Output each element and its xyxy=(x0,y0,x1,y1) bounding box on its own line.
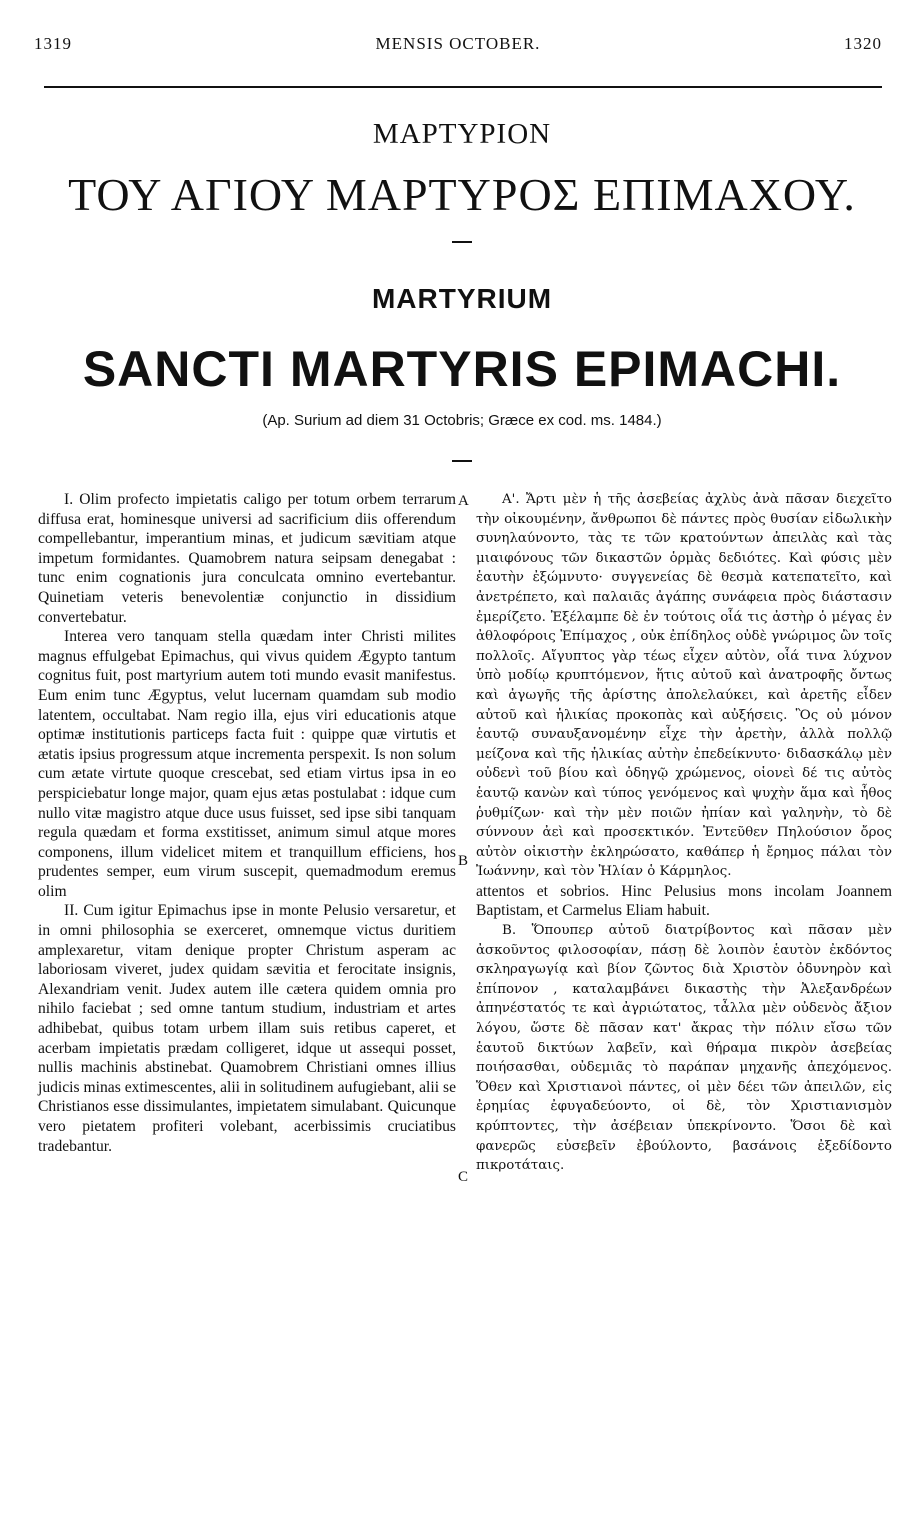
latin-column xyxy=(38,490,456,1156)
greek-paragraph-1: Α'. Ἄρτι μὲν ἡ τῆς ἀσεβείας ἀχλὺς ἀνὰ πᾶσαν διεχεῖτο τὴν οἰκουμένην, ἄνθρωποι δὲ πάντες πρὸς θυσίαν εἰδωλικὴν συνηλαύνοντο, τὰς τε τῶν κρατούντων ἀπειλὰς καὶ τὰς μιαιφόνους τῶν δικαστῶν ὁρμὰς δεδιότες. Καὶ φύσις μὲν ἑαυτὴν ἐξώμνυτο· συγγενείας δὲ θεσμὰ κατεπατεῖτο, καὶ ἀνετρέπετο, καὶ παλαιᾶς ἀγάπης συνάφεια πρὸς διάστασιν ἐμερίζετο. Ἐξέλαμπε δὲ ἐν τούτοις οἷά τις ἀστὴρ ὁ μέγας ἐν ἀθλοφόροις Ἐπίμαχος , οὐκ ἐπίδηλος οὐδὲ γνώριμος ὢν τοῖς πολλοῖς. Αἴγυπτος γὰρ τέως εἶχεν αὐτὸν, οἷά τινα λύχνον ὑπὸ μοδίῳ κρυπτόμενον, ἥτις αὐτοῦ καὶ ἀνατροφῆς ὄντως καὶ ἀγωγῆς τῆς ἀρίστης ἀπολελαύκει, καὶ ἀρετῆς εἶδεν αὐτοῦ καὶ ἡλικίας προκοπὰς καὶ αὐξήσεις. Ὃς οὐ μόνον ἑαυτῷ συναυξανομένην εἶχε τὴν ἀρετὴν, ἀλλὰ πολλῷ μείζονα καὶ τῆς ἡλικίας αὐτὴν ἐπεδείκνυτο· διδασκάλῳ μὲν οὐδενὶ τοῦ βίου καὶ ὁδηγῷ χρώμενος, οἱονεὶ δέ τις αὐτὸς ἑαυτῷ κανὼν καὶ τύπος γενόμενος καὶ ψυχὴν ἅμα καὶ ἦθος ῥυθμίζων· καὶ τὴν μὲν ποιῶν ἠπίαν καὶ γαληνὴν, τὸ δὲ σύννουν ἀεὶ καὶ προσεκτικόν. Ἐντεῦθεν Πηλούσιον ὄρος αὐτὸν οἰκιστὴν ἐκληρώσατο, καθάπερ ἡ ἔρημος πάλαι τὸν Ἰωάννην, καὶ τὸν Ἠλίαν ὁ Κάρμηλος. xyxy=(476,492,892,880)
margin-letter-a: A xyxy=(458,493,469,509)
latin-title: SANCTI MARTYRIS EPIMACHI. xyxy=(82,341,842,397)
greek-title: ΤΟΥ ΑΓΙΟΥ ΜΑΡΤΥΡΟΣ ΕΠΙΜΑΧΟΥ. xyxy=(68,169,856,220)
page-number-left: 1319 xyxy=(34,34,72,53)
latin-continuation: attentos et sobrios. Hinc Pelusius mons incolam Joannem Baptistam, et Carmelus Eliam habuit. xyxy=(476,882,892,920)
page-number-right: 1320 xyxy=(844,34,882,53)
header-rule xyxy=(44,86,882,88)
greek-paragraph-2: Β. Ὅπουπερ αὐτοῦ διατρίβοντος καὶ πᾶσαν μὲν ἀσκοῦντος φιλοσοφίαν, πάσῃ δὲ λοιπὸν ἑαυτὸν ἐκδόντος σκληραγωγίᾳ καὶ βίον ζῶντος διὰ Χριστὸν ὀδυνηρὸν καὶ ἐπίπονον , καταλαμβάνει δικαστὴς τὴν Ἀλεξανδρέων ἀπηνέστατός τε καὶ ἀγριώτατος, τἆλλα μὲν οὐδενὸς ἄξιον λόγου, ὥστε δὲ πᾶσαν κατ' ἄκρας τὴν πόλιν εἴσω τῶν ἑαυτοῦ δικτύων λαβεῖν, καὶ θήραμα πικρὸν ἀσεβείας ποιήσασθαι, οὐδεμιᾶς τὸ παράπαν μηχανῆς ἀπεχόμενος. Ὅθεν καὶ Χριστιανοὶ πάντες, οἱ μὲν δέει τῶν ἀπειλῶν, εἰς ἐρημίας ἐφυγαδεύοντο, οἱ δὲ, τὸν Χριστιανισμὸν κρύπτοντες, τὴν ἀσέβειαν ὑπεκρίνοντο. Ὅσοι δὲ καὶ φανερῶς εὐσεβεῖν ἐβούλοντο, βασάνοις ἐξεδίδοντο πικροτάταις. xyxy=(476,923,892,1174)
greek-column xyxy=(476,490,892,1176)
greek-subtitle: ΜΑΡΤΥΡΙΟΝ xyxy=(372,118,552,150)
source-note: (Ap. Surium ad diem 31 Octobris; Græce ex cod. ms. 1484.) xyxy=(262,412,662,429)
section-divider xyxy=(452,460,472,462)
latin-paragraph-1: I. Olim profecto impietatis caligo per totum orbem terrarum diffusa erat, hominesque universi ad sacrificium diis offerendum compellebantur, imperantium minas, et judicum sævitiam atque impetum formidantes. Quamobrem natura seipsam denegabat : tunc enim cognationis jura conculcata omnino evertebantur. Quinetiam veteris benevolentiæ conjunctio in dissidium convertebatur. xyxy=(38,491,456,626)
margin-letter-b: B xyxy=(458,853,469,869)
latin-paragraph-3: II. Cum igitur Epimachus ipse in monte Pelusio versaretur, et in omni philosophia se exerceret, omnemque victus duritiem amplexaretur, vitam denique propter Christum asperam ac laboriosam viveret, judex quidam sævitia et ferocitate insignis, Alexandriam venit. Judex autem ille cætera quidem omnia pro nihilo faciebat ; sed omne tantum studium, industriam et artes adhibebat, quibus totam urbem illam suis retibus caperet, et acerbam impietatis prædam colligeret, idque ut assequi posset, nullis machinis abstinebat. Quamobrem Christiani omnes illius judicis minas extimescentes, alii in solitudinem aufugiebant, alii se Christianos esse dissimulantes, impietatem simulabant. Quicunque vero pietatem profiteri volebant, acerbissimis cruciatibus tradebantur. xyxy=(38,902,456,1155)
latin-paragraph-2: Interea vero tanquam stella quædam inter Christi milites magnus effulgebat Epimachus, qui vivus quidem Ægypto tantum cognitus fuit, post martyrium autem toti mundo evasit manifestus. Eum enim tunc Ægyptus, velut lucernam quamdam sub modio latentem, occultabat. Nam regio illa, ejus viri educationis atque optimæ institutionis particeps facta fuit : quippe quæ virtutis et ætatis ipsius progressum atque incrementa perspexit. Is non solum cum ætate virtute quoque crescebat, sed etiam virtus ipsa in eo perspiciebatur longe major, quam ejus ætas postulabat : idque cum nullo vitæ magistro atque duce usus fuisset, sed ipse sibi tanquam regula quædam et forma exstitisset, animum simul atque mores componens, illum videlicet mitem et tranquillum efficiens, hos prudentes semper, eum virum suscepit, quemadmodum eremus olim xyxy=(38,628,456,900)
margin-letter-c: C xyxy=(458,1169,469,1185)
running-header xyxy=(34,34,882,58)
running-title: MENSIS OCTOBER. xyxy=(375,34,541,53)
title-divider xyxy=(452,241,472,243)
latin-subtitle: MARTYRIUM xyxy=(371,283,553,314)
